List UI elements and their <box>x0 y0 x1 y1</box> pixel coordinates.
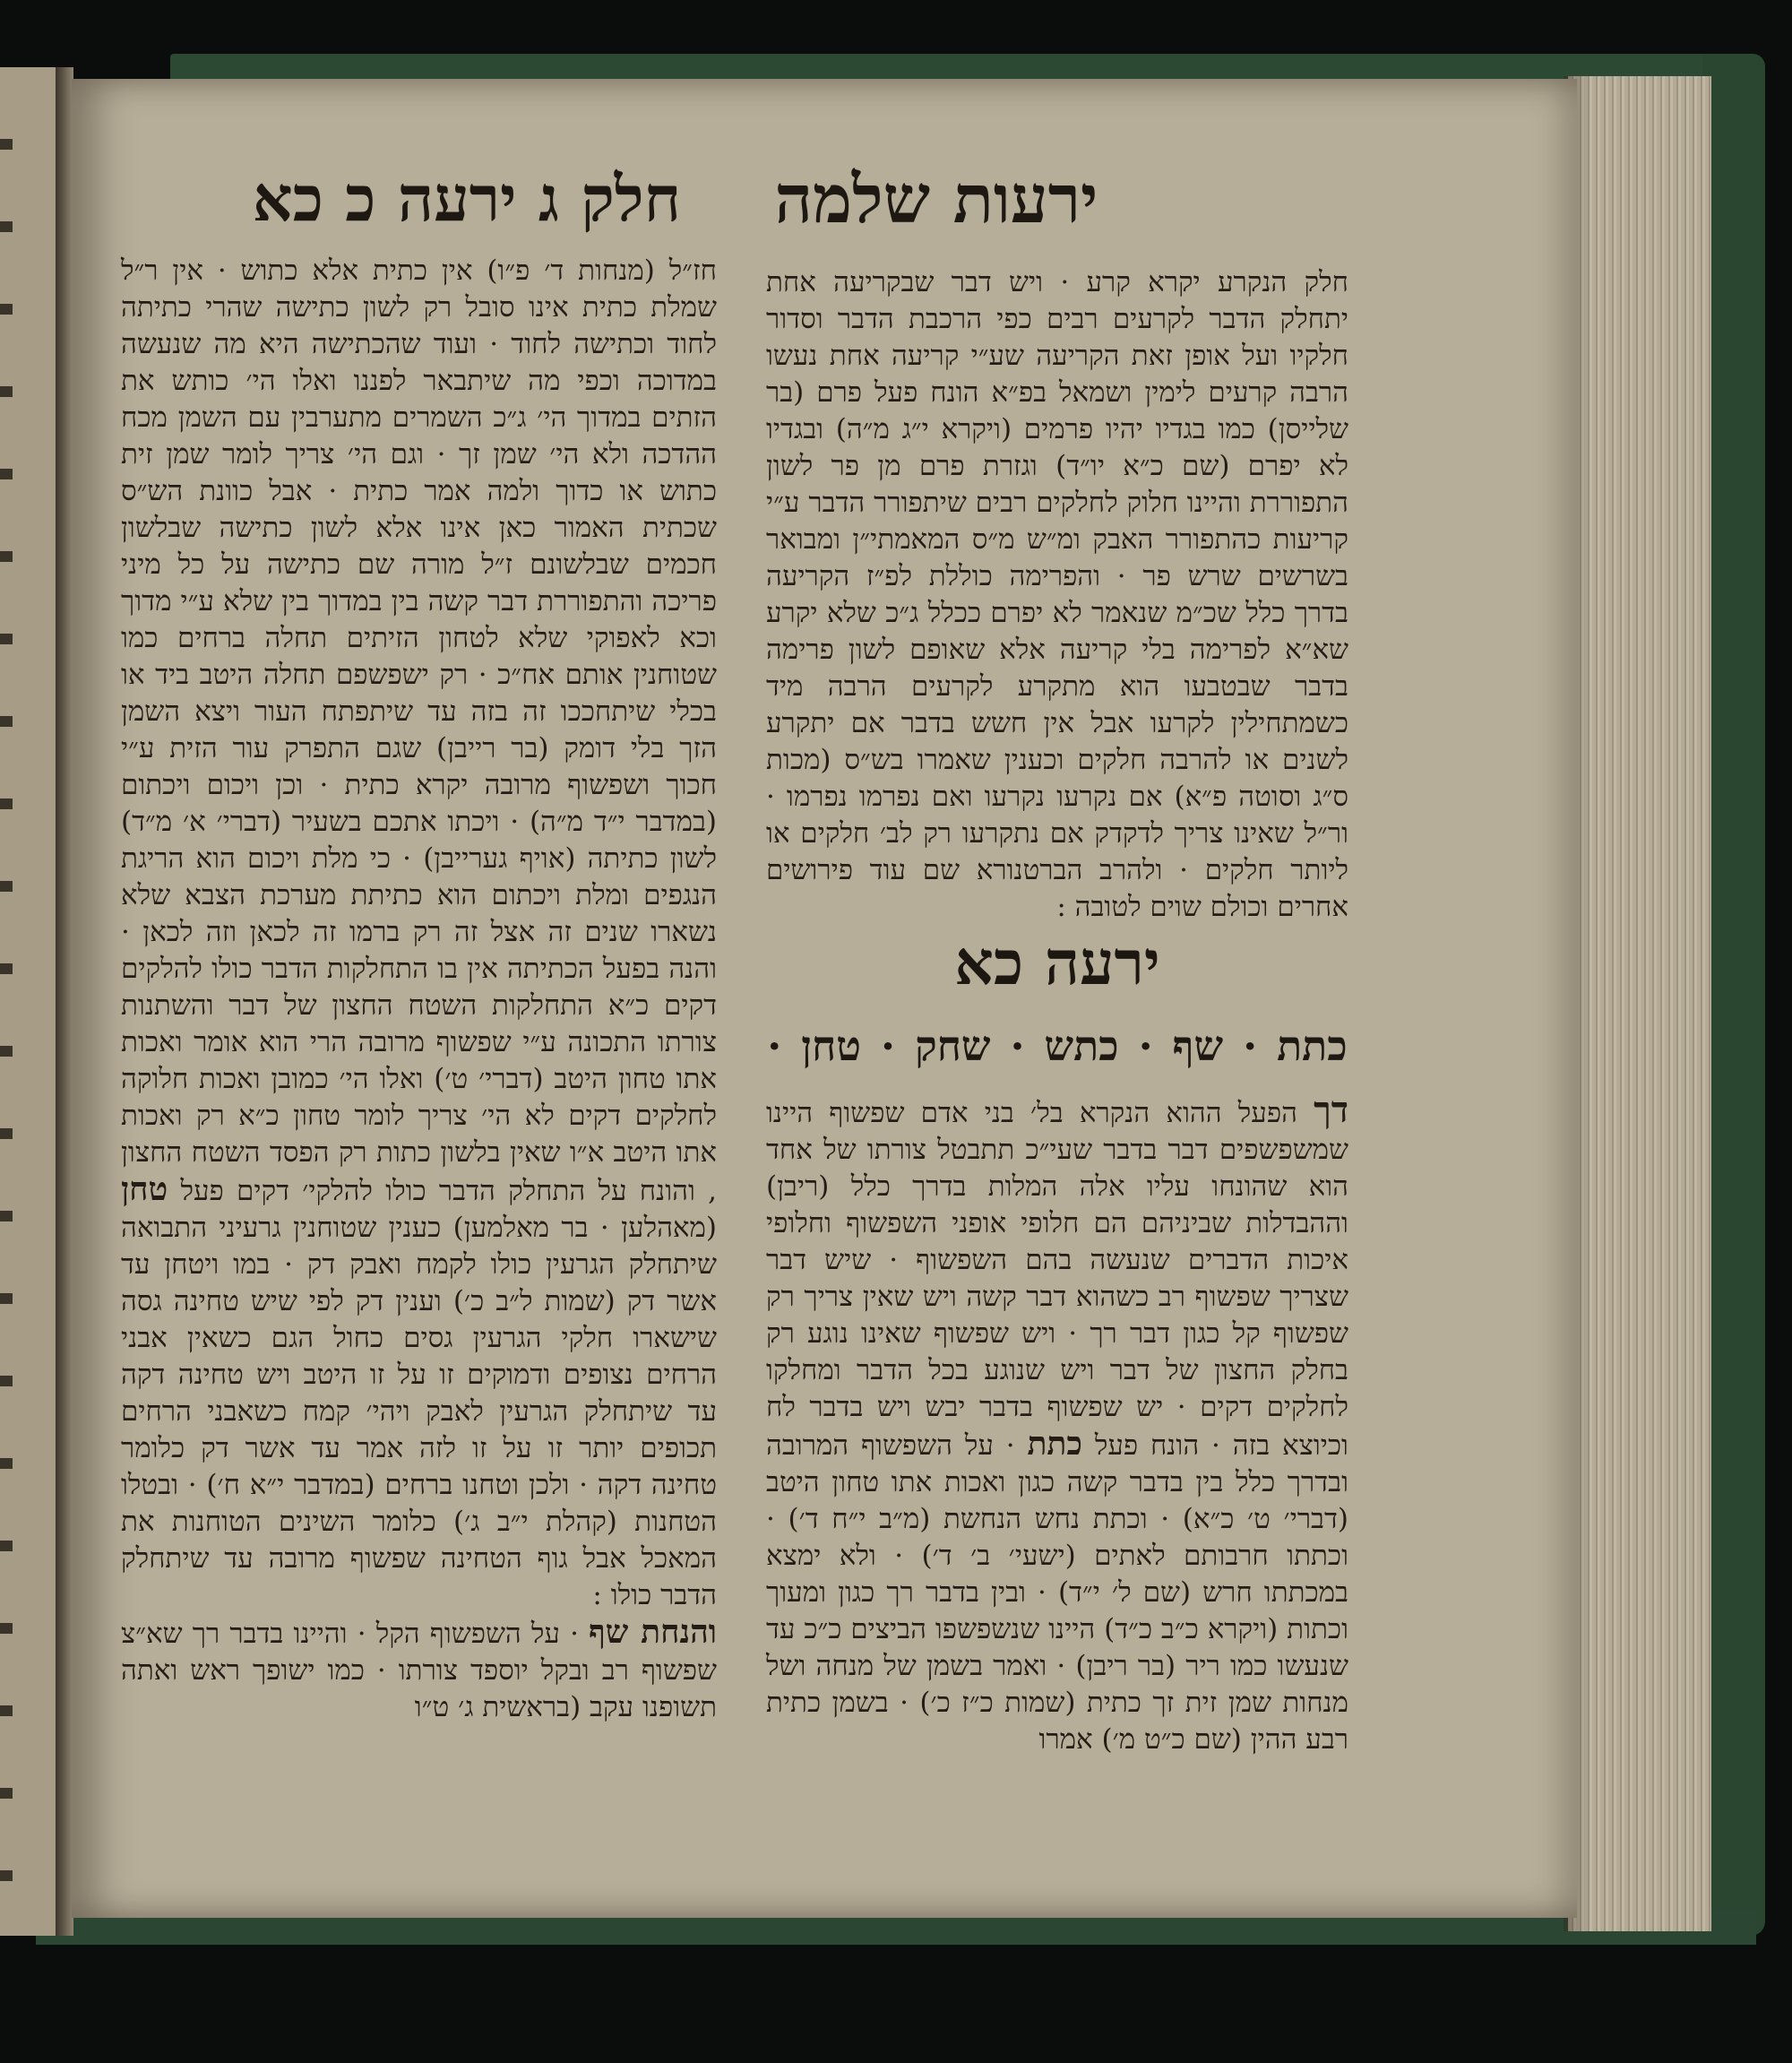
running-head-section: חלק ג ירעה כ כא <box>252 161 681 236</box>
left-paragraph: חז״ל (מנחות ד׳ פ״ו) אין כתית אלא כתוש · אין ר״ל שמלת כתית אינו סובל רק לשון כתישה שהרי כתיתה לחוד וכתישה לחוד · ועוד שהכתישה היא מה שנעשה במדוכה וכפי מה שיתבאר לפננו ואלו הי׳ כותש את הזתים במדוך הי׳ ג״כ השמרים מתערבין עם השמן מכח ההדכה ולא הי׳ שמן זך · וגם הי׳ צריך לומר שמן זית כתוש או כדוך ולמה אמר כתית · אבל כוונת הש״ס שכתית האמור כאן אינו אלא לשון כתישה שבלשון חכמים שבלשונם ז״ל מורה שם כתישה על כל מיני פריכה והתפוררת דבר קשה בין במדוך בין שלא ע״י מדוך וכא לאפוקי שלא לטחון הזיתים תחלה ברחים כמו שטוחנין אותם אח״כ · רק ישפשפם תחלה היטב ביד או בכלי שיתחככו זה בזה עד שיתפתח העור ויצא השמן הזך בלי דומק (בר רייבן) שגם התפרק עור הזית ע״י חכוך ושפשוף מרובה יקרא כתית · וכן ויכום ויכתום (במדבר י״ד מ״ה) · ויכתו אתכם בשעיר (דברי׳ א׳ מ״ד) לשון כתיתה (אויף גערייבן) · כי מלת ויכום הוא הריגת הנגפים ומלת ויכתום הוא כתיתת מערכת הצבא שלא נשארו שנים זה אצל זה רק ברמו זה לכאן וזה לכאן · והנה בפעל הכתיתה אין בו התחלקות הדבר כולו להלקים דקים כ״א התחלקות השטח החצון של דבר והשתנות צורתו התכונה ע״י שפשוף מרובה הרי הוא אומר ואכות אתו טחון היטב (דברי׳ ט׳) ואלו הי׳ כמובן ואכות חלוקה לחלקים דקים לא הי׳ צריך לומר טחון כ״א רק ואכות אתו היטב א״ו שאין בלשון כתות רק הפסד השטח החצון , והונח על התחלק הדבר כולו להלקי׳ דקים פעל <box>121 255 718 1207</box>
entry-head-shaf: והנחת שף <box>589 1613 718 1651</box>
cover-edge-right <box>1702 54 1765 1936</box>
inline-word: כתת <box>1027 1425 1082 1463</box>
inline-word-tahan: טחן <box>121 1170 168 1208</box>
entry-text: הפעל ההוא הנקרא בל׳ בני אדם שפשוף היינו שמשפשפים דבר בדבר שעי״כ תתבטל צורתו של אחד הוא שהונחו עליו אלה המלות בדרך כלל (ריבן) וההבדלות שביניהם הם חלופי אופני השפשוף וחלופי איכות הדברים שנעשה בהם השפשוף · שיש דבר שצריך שפשוף רב כשהוא דבר קשה ויש שאין צריך רק שפשוף קל כגון דבר רך · ויש שפשוף שאינו נוגע רק בחלק החצון של דבר ויש שנוגע בכל הדבר ומחלקו לחלקים דקים · יש שפשוף בדבר יבש ויש בדבר לח וכיוצא בזה · הונח פעל <box>766 1097 1348 1462</box>
entry-head: דך <box>1314 1089 1348 1131</box>
left-paragraph-continued: (מאהלען · בר מאלמען) כענין שטוחנין גרעיני התבואה שיתחלק הגרעין כולו לקמח ואבק דק · במו ויטחן עד אשר דק (שמות ל״ב כ׳) וענין דק לפי שיש טחינה גסה שישארו חלקי הגרעין גסים כחול הגם כשאין אבני הרחים נצופים ודמוקים זו על זו היטב ויש טחינה דקה עד שיתחלק הגרעין לאבק ויהי׳ קמח כשאבני הרחים תכופים יותר זו על זו לזה אמר עד אשר דק כלומר טחינה דקה · ולכן וטחנו ברחים (במדבר י״א ח׳) · ובטלו הטחנות (קהלת י״ב ג׳) כלומר השינים הטוחנות את המאכל אבל גוף הטחינה שפשוף מרובה עד שיתחלק הדבר כולו : <box>121 1212 717 1611</box>
right-column-bottom <box>766 1089 1348 1758</box>
entry-shaf-text: · על השפשוף הקל · והיינו בדבר רך שא״צ שפשוף רב ובקל יוספד צורתו · כמו ישופך ראש ואתה תשופנו עקב (בראשית ג׳ ט״ו <box>121 1618 717 1723</box>
section-words: כתת · שף · כתש · שחק · טחן · <box>767 1022 1348 1070</box>
running-head-title: ירעות שלמה <box>774 161 1098 238</box>
entry-text-continued: · על השפשוף המרובה ובדרך כלל בין בדבר קשה כגון ואכות אתו טחון היטב (דברי׳ ט׳ כ״א) · וכתת נחש הנחשת (מ״ב י״ח ד׳) · וכתתו חרבותם לאתים (ישעי׳ ב׳ ד׳) · ולא ימצא במכתתו חרש (שם ל׳ י״ד) · ובין בדבר רך כגון ומעוך וכתות (ויקרא כ״ב כ״ד) היינו שנשפשפו הביצים כ״כ עד שנעשו כמו ריר (בר ריבן) · ואמר בשמן של מנחה ושל מנחות שמן זית זך כתית (שמות כ״ז כ׳) · בשמן כתית רבע ההין (שם כ״ט מ׳) אמרו <box>766 1429 1348 1756</box>
book-gutter <box>56 67 73 1936</box>
right-column-top <box>766 264 1348 926</box>
section-title: ירעה כא <box>954 928 1160 999</box>
left-column <box>121 253 717 1726</box>
right-paragraph: חלק הנקרע יקרא קרע · ויש דבר שבקריעה אחת יתחלק הדבר לקרעים רבים כפי הרכבת הדבר וסדור חלקיו ועל אופן זאת הקריעה שע״י קריעה אחת נעשו הרבה קרעים לימין ושמאל בפ״א הונח פעל פרם (בר שלייסן) כמו בגדיו יהיו פרמים (ויקרא י״ג מ״ה) ובגדיו לא יפרם (שם כ״א יו״ד) וגזרת פרם מן פר לשון התפוררת והיינו חלוק לחלקים רבים שיתפורר הדבר ע״י קריעות כהתפורר האבק ומ״ש מ״ס המאמתי״ן ומבואר בשרשים שרש פר · והפרימה כוללת לפ״ז הקריעה בדרך כלל שכ״מ שנאמר לא יפרם ככלל ג״כ שלא יקרע שא״א לפרימה בלי קריעה אלא שאופם לשון פרימה בדבר שבטבעו הוא מתקרע לקרעים הרבה מיד כשמתחילין לקרעו אבל אין חשש בדבר אם יתקרע לשנים או להרבה חלקים וכענין שאמרו בש״ס (מכות ס״ג וסוטה פ״א) אם נקרעו נקרעו ואם נפרמו נפרמו · ור״ל שאינו צריך לדקדק אם נתקרעו רק לב׳ חלקים או ליותר חלקים · ולהרב הברטנורא שם עוד פירושים אחרים וכולם שוים לטובה : <box>766 266 1348 923</box>
facing-page-edge <box>0 67 59 1936</box>
